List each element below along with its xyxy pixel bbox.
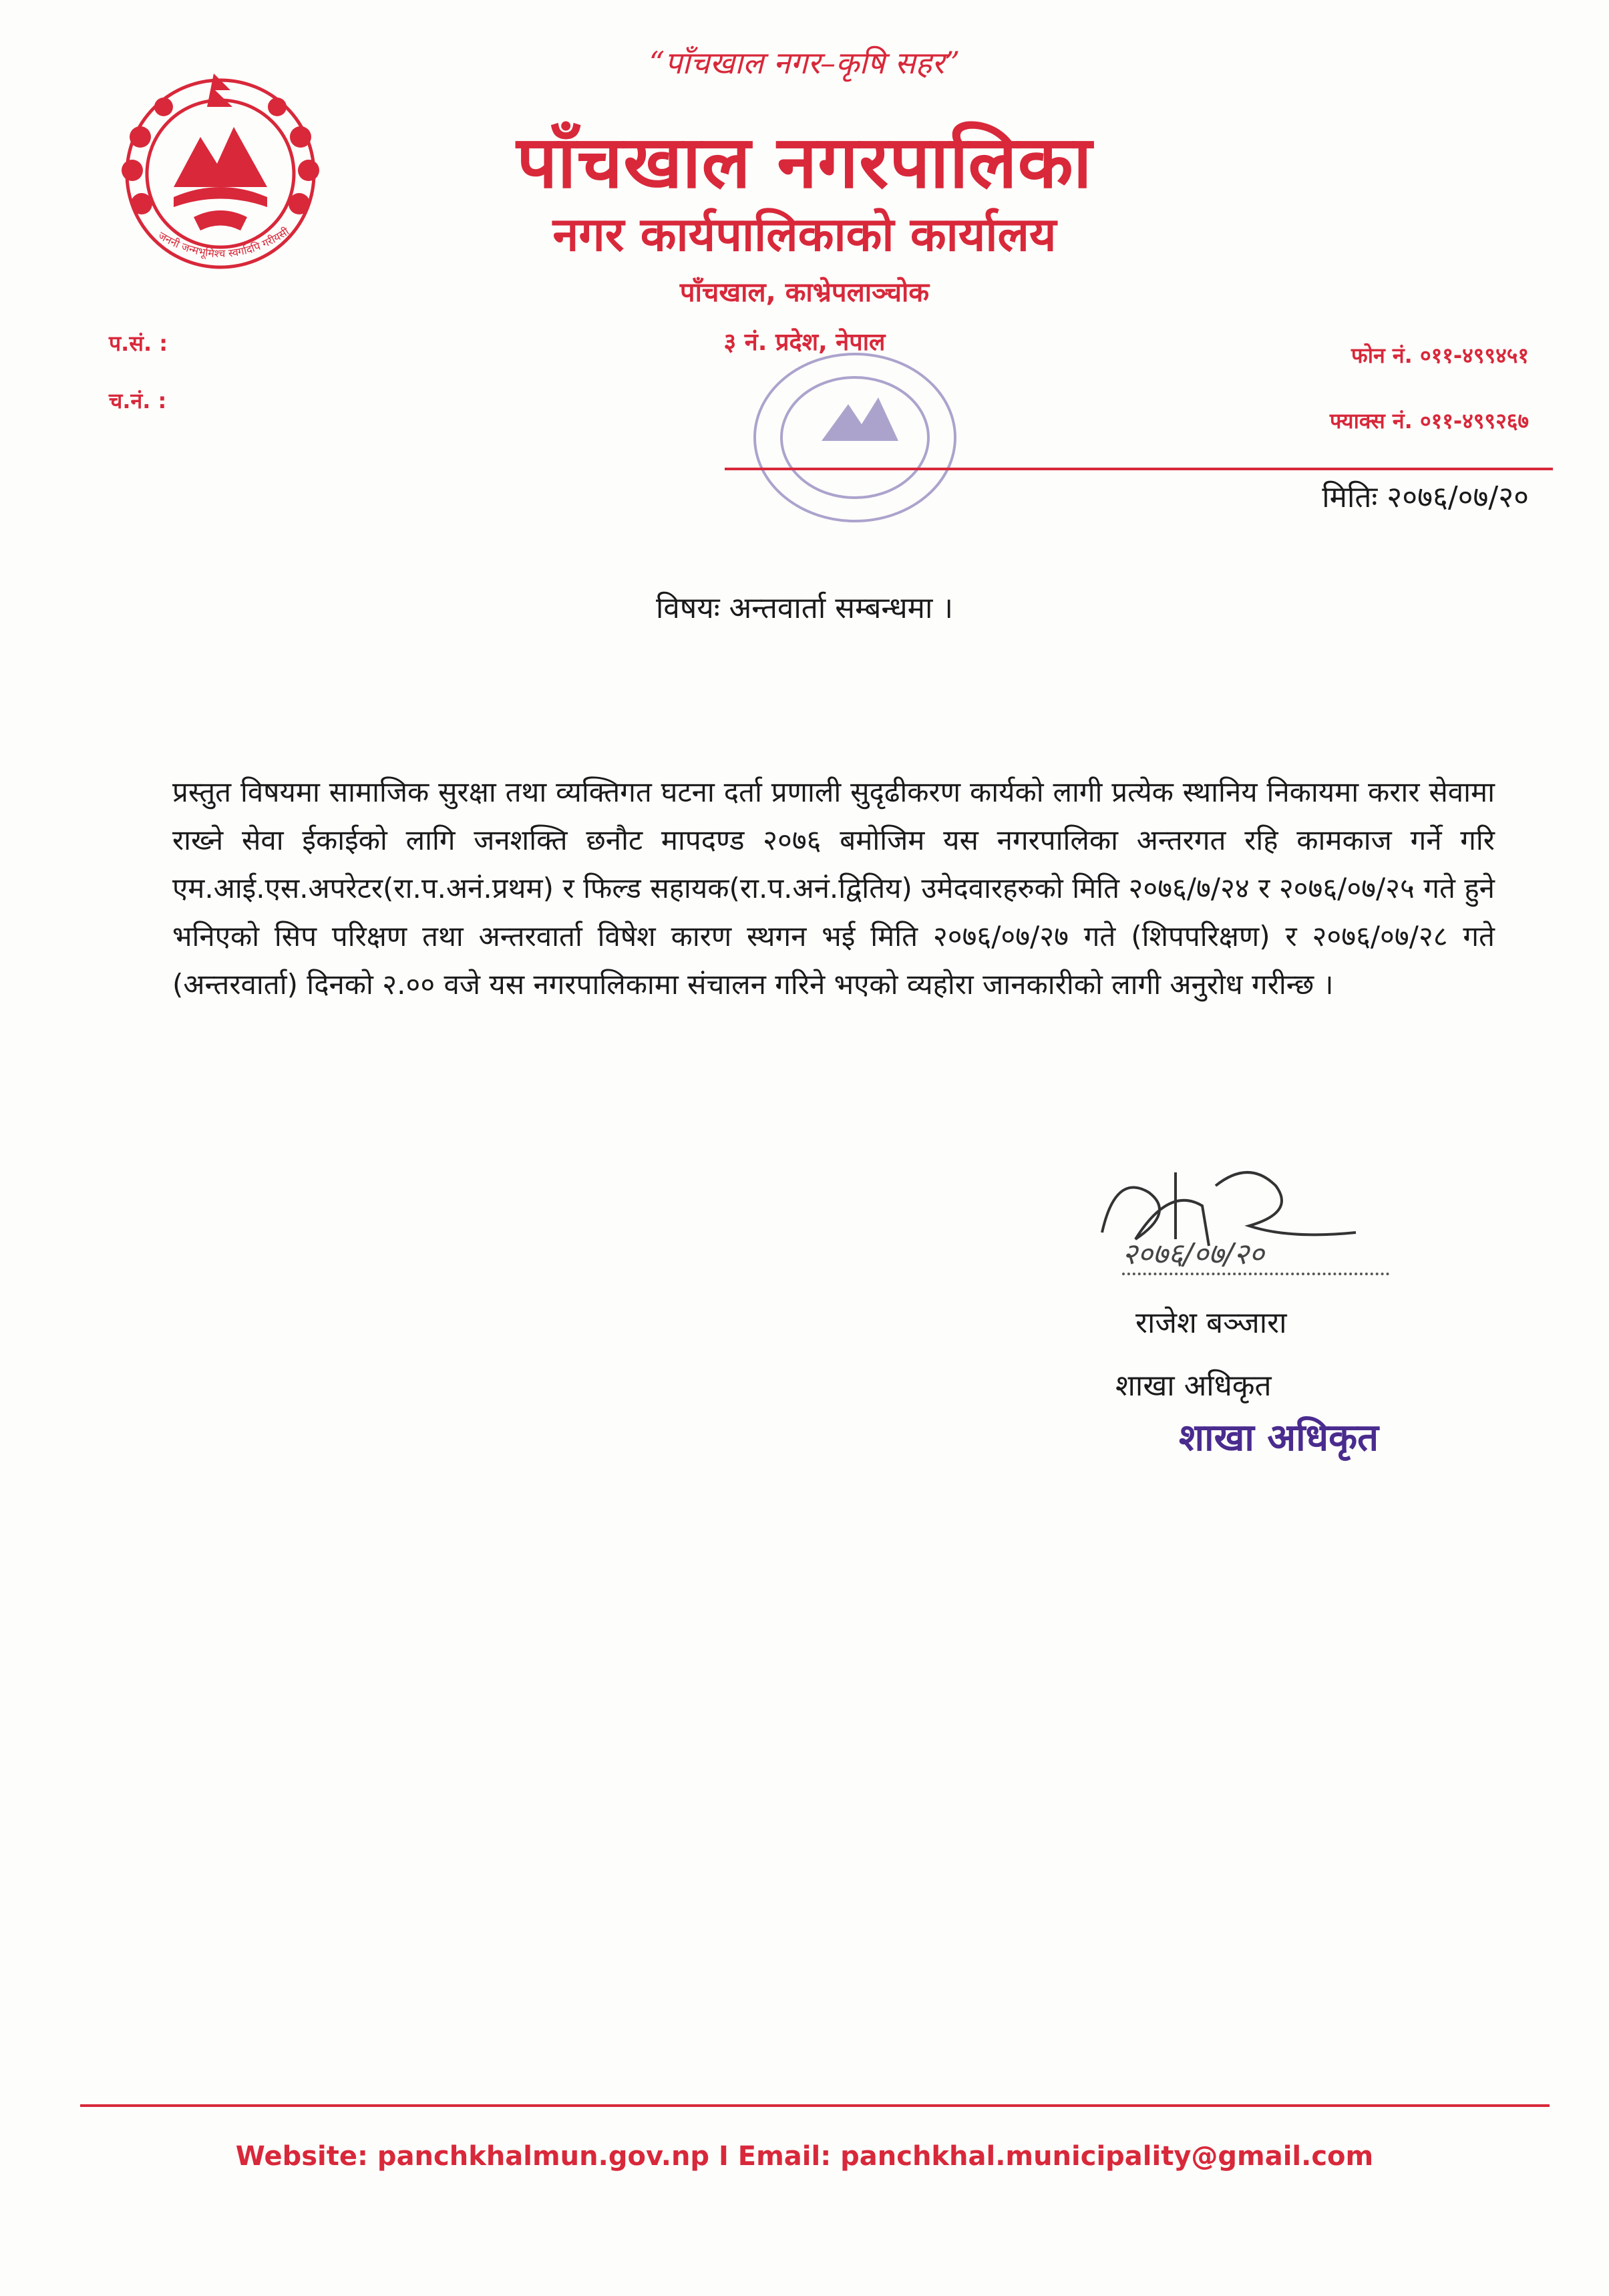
footer-contact: Website: panchkhalmun.gov.np I Email: panchkhal.municipality@gmail.com — [235, 2141, 1374, 2172]
letter-date: मितिः २०७६/०७/२० — [1322, 480, 1529, 514]
office-province: ३ नं. प्रदेश, नेपाल — [723, 329, 886, 356]
header-divider — [725, 468, 1553, 470]
letter-body: प्रस्तुत विषयमा सामाजिक सुरक्षा तथा व्यक्तिगत घटना दर्ता प्रणाली सुदृढीकरण कार्यको लागी प्रत्येक स्थानिय निकायमा करार सेवामा राख्ने सेवा ईकाईको लागि जनशक्ति छनौट मापदण्ड २०७६ बमोजिम यस नगरपालिका अन्तरगत रहि कामकाज गर्ने गरि एम.आई.एस.अपरेटर(रा.प.अनं.प्रथम) र फिल्ड सहायक(रा.प.अनं.द्वितिय) उमेदवारहरुको मिति २०७६/७/२४ र २०७६/०७/२५ गते हुने भनिएको सिप परिक्षण तथा अन्तरवार्ता विषेश कारण स्थगन भई मिति २०७६/०७/२७ गते (शिपपरिक्षण) र २०७६/०७/२८ गते (अन्तरवार्ता) दिनको २.०० वजे यस नगरपालिकामा संचालन गरिने भएको व्यहोरा जानकारीको लागी अनुरोध गरीन्छ । — [172, 776, 1495, 1001]
office-address: पाँचखाल, काभ्रेपलाञ्चोक — [679, 277, 930, 308]
letter-subject: विषयः अन्तवार्ता सम्बन्धमा । — [655, 591, 954, 625]
office-subtitle: नगर कार्यपालिकाको कार्यालय — [552, 207, 1057, 262]
footer-divider — [80, 2104, 1550, 2107]
signatory-post: शाखा अधिकृत — [1115, 1369, 1272, 1403]
designation-stamp: शाखा अधिकृत — [1179, 1416, 1379, 1460]
phone-number: फोन नं. ०११-४९९४५१ — [1351, 343, 1529, 368]
office-seal-stamp — [741, 341, 968, 534]
fax-number: फ्याक्स नं. ०११-४९९२६७ — [1329, 408, 1529, 434]
organization-title: पाँचखाल नगरपालिका — [516, 121, 1093, 204]
slogan: “पाँचखाल नगर–कृषि सहर” — [649, 45, 960, 81]
dispatch-number-label: च.नं. : — [109, 388, 167, 414]
emblem-motto: जननी जन्मभूमिश्च स्वर्गादपि गरीयसी — [156, 224, 292, 261]
signature-date: २०७६/०७/२० — [1122, 1233, 1389, 1275]
reference-number-label: प.सं. : — [109, 331, 168, 356]
signatory-name: राजेश बञ्जारा — [1135, 1306, 1287, 1340]
